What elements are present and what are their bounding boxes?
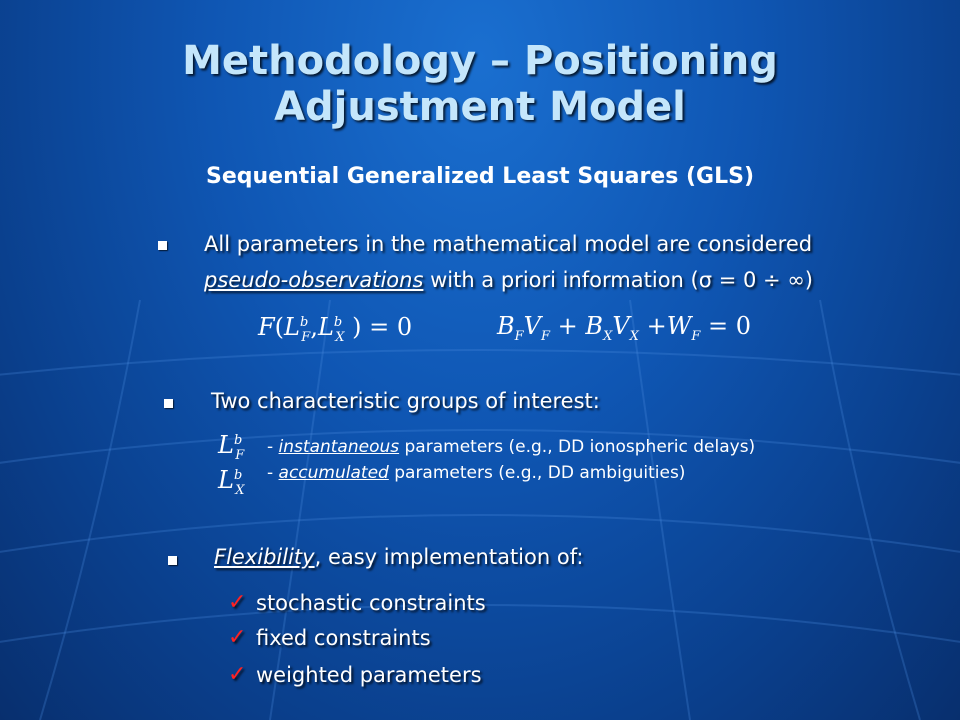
- bullet1-emph: pseudo-observations: [204, 268, 424, 292]
- bullet3-text: Flexibility, easy implementation of:: [214, 545, 584, 569]
- equation-linearized-model: $B_FV_F + B_XV_X +W_F = 0$: [497, 312, 752, 344]
- title-line-2: Adjustment Model: [274, 84, 686, 130]
- square-bullet-icon: [168, 556, 177, 565]
- checkmark-icon: ✓: [228, 625, 247, 650]
- bullet1-line1: All parameters in the mathematical model are considered: [204, 232, 813, 256]
- subtitle: Sequential Generalized Least Squares (GLS): [205, 164, 755, 189]
- square-bullet-icon: [158, 241, 167, 250]
- group-accumulated: - accumulated parameters (e.g., DD ambiguities): [267, 463, 686, 483]
- bullet1-line2-rest: with a priori information (σ = 0 ÷ ∞): [423, 268, 813, 292]
- square-bullet-icon: [164, 399, 173, 408]
- equation-functional-model: $F(L^b_F,L^b_X$ ) = 0: [258, 313, 413, 345]
- checkmark-icon: ✓: [228, 590, 247, 615]
- title-line-1: Methodology – Positioning: [182, 38, 778, 84]
- check-item-fixed: fixed constraints: [256, 626, 431, 650]
- symbol-l-x: $L^b_X$: [218, 466, 245, 498]
- group-instantaneous: - instantaneous parameters (e.g., DD ionospheric delays): [267, 437, 756, 457]
- bullet2-text: Two characteristic groups of interest:: [211, 389, 600, 413]
- checkmark-icon: ✓: [228, 662, 247, 687]
- bullet1-line2: [204, 268, 813, 292]
- check-item-stochastic: stochastic constraints: [256, 591, 486, 615]
- bullet3-emph: Flexibility: [214, 545, 315, 569]
- slide-title: [0, 38, 960, 130]
- check-item-weighted: weighted parameters: [256, 663, 482, 687]
- symbol-l-f: $L^b_F$: [218, 431, 245, 463]
